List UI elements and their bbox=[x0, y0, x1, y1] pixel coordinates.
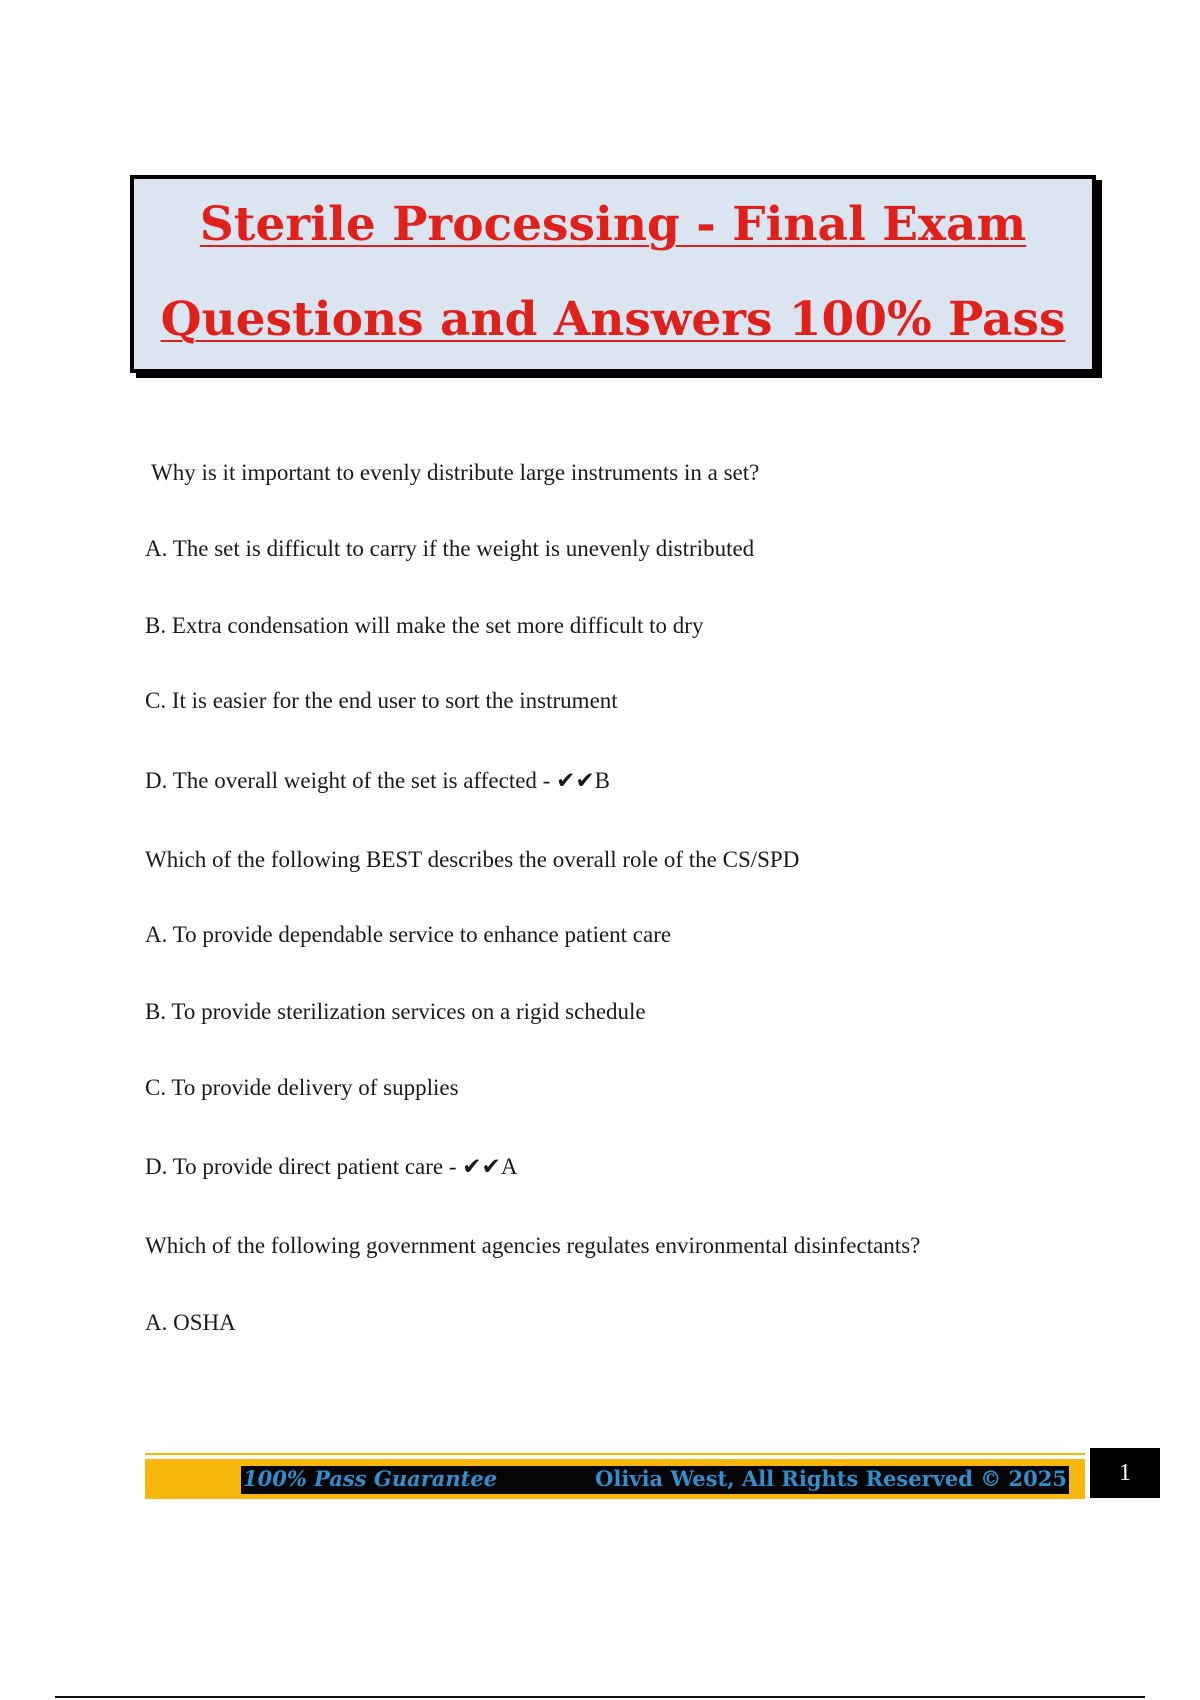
question-1-option-b: B. Extra condensation will make the set more difficult to dry bbox=[145, 613, 704, 638]
question-3-option-a: A. OSHA bbox=[145, 1310, 236, 1335]
question-2-option-d: D. To provide direct patient care - ✔✔A bbox=[145, 1154, 518, 1179]
question-2: Which of the following BEST describes the overall role of the CS/SPD bbox=[145, 847, 800, 872]
question-1-option-c: C. It is easier for the end user to sort the instrument bbox=[145, 688, 618, 713]
question-2-option-c: C. To provide delivery of supplies bbox=[145, 1075, 459, 1100]
question-1-option-d: D. The overall weight of the set is affected - ✔✔B bbox=[145, 768, 610, 793]
question-3: Which of the following government agencies regulates environmental disinfectants? bbox=[145, 1233, 921, 1258]
question-2-option-b: B. To provide sterilization services on a rigid schedule bbox=[145, 999, 646, 1024]
question-1-option-a: A. The set is difficult to carry if the weight is unevenly distributed bbox=[145, 536, 755, 561]
footer-copyright-text: Olivia West, All Rights Reserved © 2025 bbox=[595, 1466, 1067, 1491]
title-box bbox=[130, 175, 1096, 373]
question-2-option-a: A. To provide dependable service to enhance patient care bbox=[145, 922, 672, 947]
title-line-2: Questions and Answers 100% Pass bbox=[160, 292, 1066, 347]
footer-guarantee-text: 100% Pass Guarantee bbox=[243, 1466, 498, 1491]
footer-rule bbox=[145, 1453, 1085, 1455]
bottom-rule bbox=[55, 1696, 1145, 1698]
question-1: Why is it important to evenly distribute large instruments in a set? bbox=[151, 460, 760, 485]
footer bbox=[145, 1453, 1085, 1505]
page-number: 1 bbox=[1090, 1448, 1160, 1498]
title-line-1: Sterile Processing - Final Exam bbox=[199, 197, 1027, 252]
